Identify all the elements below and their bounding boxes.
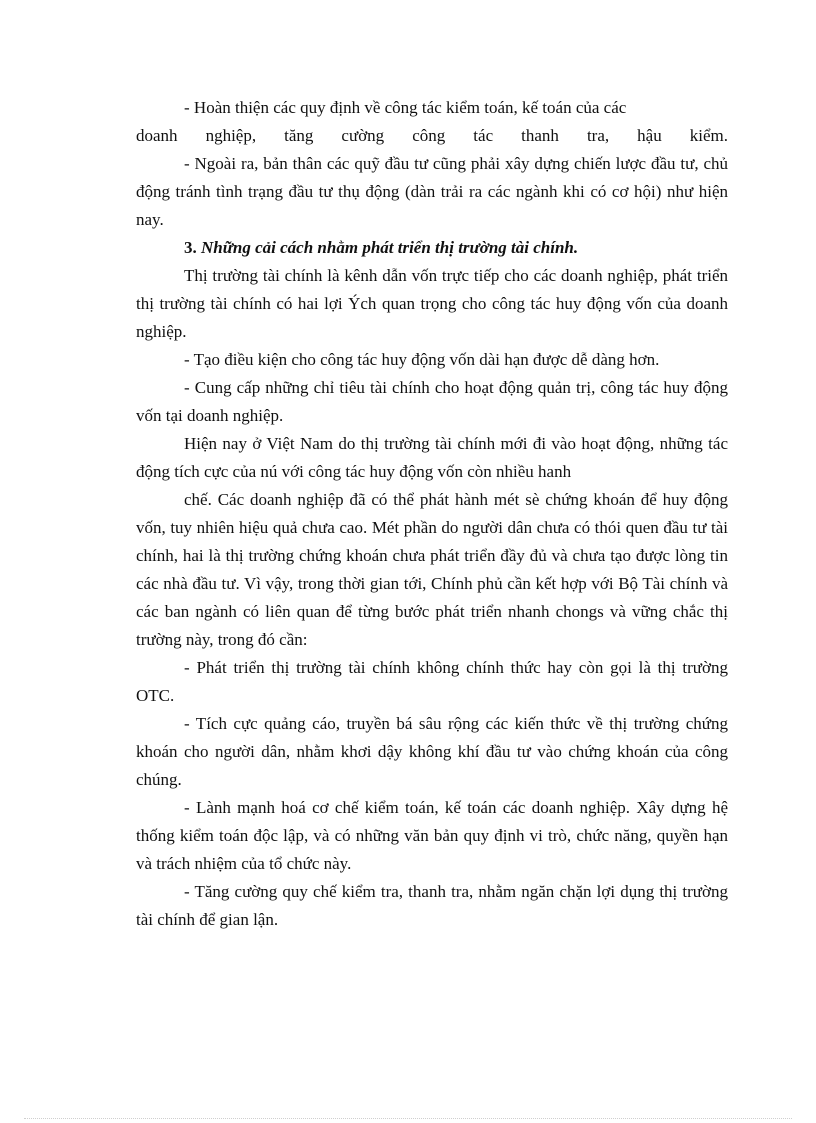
paragraph-line: - Lành mạnh hoá cơ chế kiểm toán, kế toán các doanh nghiệp. Xây dựng hệ thống kiểm toán độc lập, và có những văn bản quy định vi trò, chức: [136, 798, 728, 845]
document-body: [136, 94, 728, 934]
page-bottom-rule: [24, 1118, 792, 1119]
paragraph-line: - Ngoài ra, bản thân các quỹ đầu tư cũng phải xây dựng chiến lược: [184, 154, 647, 173]
paragraph-long-term-capital: - Tạo điều kiện cho công tác huy động vốn dài hạn được dễ dàng hơn.: [184, 350, 660, 369]
paragraph-line: đầu tư, chủ động tránh tình trạng đầu tư thụ động (dàn trải ra các ngành khi: [136, 154, 728, 201]
section-heading: [136, 234, 728, 262]
section-title: Những cải cách nhằm phát triển thị trường tài chính.: [201, 238, 579, 257]
paragraph-line: - Hoàn thiện các quy định về công tác kiểm toán, kế toán của các: [184, 98, 627, 117]
paragraph-line: - Phát triển thị trường tài chính không chính thức hay còn gọi là thị: [184, 658, 676, 677]
paragraph-financial-indicators: - Cung cấp những chỉ tiêu tài chính cho hoạt động quản trị, công tác huy động vốn tại doanh nghiệp.: [136, 378, 728, 425]
paragraph-inspection: - Tăng cường quy chế kiểm tra, thanh tra, nhằm ngăn chặn lợi dụng thị trường tài chính để gian lận.: [136, 882, 728, 929]
paragraph-line: trường OTC.: [136, 658, 728, 705]
paragraph-line: có cơ hội) như hiện nay.: [136, 182, 728, 229]
paragraph-line: năng, quyền hạn và trách nhiệm của tổ chức này.: [136, 826, 729, 873]
paragraph-intro: Thị trường tài chính là kênh dẫn vốn trực tiếp cho các doanh nghiệp, phát triển thị trường tài chính có hai lợi Ých quan trọng cho công tác huy động vốn của doanh nghiệp.: [136, 266, 728, 341]
paragraph-otc-market: [136, 654, 728, 710]
paragraph-vietnam-context: Hiện nay ở Việt Nam do thị trường tài chính mới đi vào hoạt động, những tác động tích cực của nú với công tác huy động vốn còn nhiều hanh: [136, 434, 728, 481]
paragraph-advertising: - Tích cực quảng cáo, truyền bá sâu rộng các kiến thức về thị trường chứng khoán cho người dân, nhằm khơi dậy không khí đầu tư vào chứng khoán của công chúng.: [136, 714, 728, 789]
paragraph-audit-rules: [136, 94, 728, 150]
paragraph-investment-funds: [136, 150, 728, 234]
paragraph-continuation: [136, 486, 728, 654]
paragraph-text: chế. Các doanh nghiệp đã có thể phát hành mét sè chứng khoán để huy động vốn, tuy nhiên hiệu quả chưa cao. Mét phần do người dân chưa có thói quen đầu tư tài chính, hai là thị trường chứng khoán chưa phát triển đầy đủ và chưa tạo được lòng tin các nhà đầu tư. Vì vậy, trong thời gian tới, Chính phủ cần kết hợp với Bộ Tài chính và các ban ngành có liên quan để từng bước phát triển nhanh chongs và vững chắc thị trường này, trong đó cần:: [136, 490, 728, 649]
paragraph-line: doanh nghiệp, tăng cường công tác thanh tra, hậu kiểm.: [136, 126, 728, 145]
paragraph-audit-mechanism: [136, 794, 728, 878]
section-number: 3.: [184, 238, 197, 257]
